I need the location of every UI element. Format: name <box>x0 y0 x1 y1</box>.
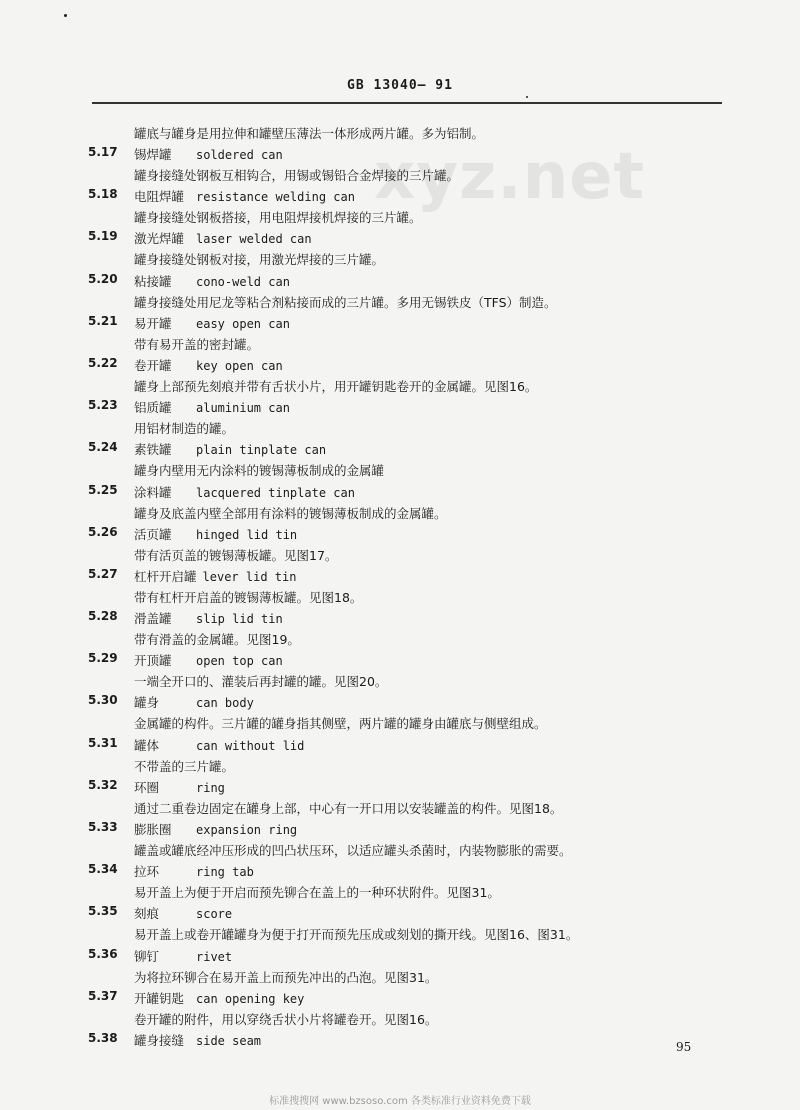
term-entry <box>0 525 800 567</box>
term-entry <box>0 947 800 989</box>
term-heading <box>134 989 304 1007</box>
term-heading <box>134 229 312 247</box>
term-heading <box>134 440 326 458</box>
term-heading <box>134 398 290 416</box>
term-entry <box>0 314 800 356</box>
term-definition: 通过二重卷边固定在罐身上部，中心有一开口用以安装罐盖的构件。见图18。 <box>134 800 563 816</box>
term-heading <box>134 651 283 669</box>
term-number: 5.22 <box>88 355 118 370</box>
term-chinese: 卷开罐 <box>134 357 172 373</box>
term-definition: 为将拉环铆合在易开盖上而预先冲出的凸泡。见图31。 <box>134 969 438 985</box>
term-definition: 罐身接缝处用尼龙等粘合剂粘接而成的三片罐。多用无锡铁皮（TFS）制造。 <box>134 294 557 310</box>
term-chinese: 粘接罐 <box>134 273 172 289</box>
term-english: cono-weld can <box>196 274 290 289</box>
scan-speck <box>64 14 67 17</box>
term-heading <box>134 778 225 796</box>
term-chinese: 罐体 <box>134 737 160 753</box>
term-number: 5.17 <box>88 145 118 159</box>
term-english: ring tab <box>196 865 254 880</box>
document-header: GB 13040— 91 <box>347 78 453 93</box>
term-entry <box>0 904 800 946</box>
term-number: 5.19 <box>88 229 118 244</box>
term-chinese: 刻痕 <box>134 906 160 922</box>
term-number: 5.20 <box>88 271 118 286</box>
term-number: 5.26 <box>88 524 118 539</box>
term-chinese: 罐身接缝 <box>134 1032 185 1048</box>
term-heading <box>134 145 283 163</box>
term-heading <box>134 567 296 585</box>
term-chinese: 开罐钥匙 <box>134 990 185 1006</box>
term-english: side seam <box>196 1033 262 1048</box>
term-definition: 罐身内壁用无内涂料的镀锡薄板制成的金属罐 <box>134 463 385 479</box>
term-chinese: 滑盖罐 <box>134 611 172 627</box>
term-entry <box>0 736 800 778</box>
term-number: 5.36 <box>88 946 118 961</box>
term-definition: 罐身及底盖内壁全部用有涂料的镀锡薄板制成的金属罐。 <box>134 505 447 521</box>
term-chinese: 铝质罐 <box>134 400 172 416</box>
term-chinese: 电阻焊罐 <box>134 189 185 205</box>
term-chinese: 膨胀圈 <box>134 822 172 837</box>
term-english: rivet <box>196 949 233 964</box>
term-heading <box>134 693 254 711</box>
term-number: 5.38 <box>88 1030 118 1045</box>
term-entry <box>0 989 800 1031</box>
term-chinese: 环圈 <box>134 779 160 795</box>
term-entry <box>0 483 800 525</box>
term-number: 5.21 <box>88 313 118 328</box>
scan-speck <box>526 96 528 98</box>
term-number: 5.37 <box>88 988 118 1003</box>
term-definition: 不带盖的三片罐。 <box>134 758 235 774</box>
term-heading <box>134 356 283 374</box>
term-entry <box>0 778 800 820</box>
term-chinese: 易开罐 <box>134 315 172 331</box>
term-definition: 罐身接缝处钢板搭接，用电阻焊接机焊接的三片罐。 <box>134 210 422 226</box>
term-chinese: 激光焊罐 <box>134 231 185 247</box>
term-number: 5.18 <box>88 187 118 202</box>
term-chinese: 铆钉 <box>134 948 160 964</box>
term-definition: 罐盖或罐底经冲压形成的凹凸状压环，以适应罐头杀菌时，内装物膨胀的需要。 <box>134 843 572 858</box>
term-english: slip lid tin <box>196 612 283 627</box>
term-heading <box>134 314 290 332</box>
term-number: 5.30 <box>88 693 118 708</box>
source-footer: 标准搜搜网 www.bzsoso.com 各类标准行业资料免费下载 <box>269 1096 531 1107</box>
term-number: 5.27 <box>88 566 118 581</box>
term-heading <box>134 1031 261 1049</box>
term-definition: 用铝材制造的罐。 <box>134 421 235 437</box>
term-definition: 卷开罐的附件，用以穿绕舌状小片将罐卷开。见图16。 <box>134 1011 438 1027</box>
term-english: soldered can <box>196 148 283 162</box>
term-heading <box>134 525 297 543</box>
term-entry <box>0 398 800 440</box>
term-english: hinged lid tin <box>196 527 298 542</box>
term-chinese: 杠杆开启罐 <box>134 568 197 584</box>
term-number: 5.29 <box>88 651 118 666</box>
term-chinese: 罐身 <box>134 695 160 711</box>
term-english: aluminium can <box>196 401 290 416</box>
term-entry <box>0 567 800 609</box>
term-heading <box>134 187 355 205</box>
term-definition: 带有杠杆开启盖的镀锡薄板罐。见图18。 <box>134 589 363 605</box>
term-heading <box>134 272 290 290</box>
term-english: lever lid tin <box>202 569 297 584</box>
term-definition: 金属罐的构件。三片罐的罐身指其侧壁，两片罐的罐身由罐底与侧壁组成。 <box>134 716 547 732</box>
term-entry <box>0 145 800 187</box>
term-heading <box>134 947 232 965</box>
term-entry <box>0 229 800 271</box>
term-number: 5.32 <box>88 777 118 792</box>
term-definition: 带有活页盖的镀锡薄板罐。见图17。 <box>134 547 338 563</box>
term-number: 5.25 <box>88 482 118 497</box>
term-number: 5.34 <box>88 862 118 877</box>
term-chinese: 拉环 <box>134 864 160 880</box>
term-chinese: 开顶罐 <box>134 653 172 669</box>
term-heading <box>134 904 232 922</box>
term-english: resistance welding can <box>196 190 355 205</box>
term-definition: 罐身接缝处钢板对接，用激光焊接的三片罐。 <box>134 252 385 268</box>
term-definition: 易开盖上为便于开启而预先铆合在盖上的一种环状附件。见图31。 <box>134 885 500 901</box>
term-english: ring <box>196 780 225 795</box>
term-english: score <box>196 907 233 922</box>
term-heading <box>134 862 254 880</box>
term-list <box>0 145 800 1073</box>
term-english: expansion ring <box>196 823 298 837</box>
term-english: open top can <box>196 654 283 669</box>
term-chinese: 涂料罐 <box>134 484 172 500</box>
site-watermark: xyz.net <box>374 140 646 214</box>
term-definition: 带有易开盖的密封罐。 <box>134 336 260 352</box>
term-entry <box>0 440 800 482</box>
term-entry <box>0 862 800 904</box>
term-english: easy open can <box>196 316 290 331</box>
term-number: 5.24 <box>88 440 118 455</box>
continued-definition: 罐底与罐身是用拉伸和罐壁压薄法一体形成两片罐。多为铝制。 <box>134 126 485 141</box>
term-number: 5.28 <box>88 609 118 624</box>
term-definition: 罐身上部预先刻痕并带有舌状小片，用开罐钥匙卷开的金属罐。见图16。 <box>134 378 538 394</box>
term-english: lacquered tinplate can <box>196 485 355 500</box>
term-chinese: 活页罐 <box>134 526 172 542</box>
term-english: can opening key <box>196 991 305 1006</box>
term-entry <box>0 272 800 314</box>
term-number: 5.31 <box>88 735 118 750</box>
term-chinese: 锡焊罐 <box>134 147 172 162</box>
term-entry <box>0 820 800 862</box>
term-entry <box>0 187 800 229</box>
term-number: 5.35 <box>88 904 118 919</box>
term-english: laser welded can <box>196 232 312 247</box>
header-rule <box>92 102 722 104</box>
term-definition: 罐身接缝处钢板互相钩合，用锡或锡铅合金焊接的三片罐。 <box>134 168 460 183</box>
term-entry <box>0 693 800 735</box>
term-heading <box>134 820 297 838</box>
term-english: can without lid <box>196 738 305 753</box>
term-english: plain tinplate can <box>196 443 327 458</box>
term-heading <box>134 483 355 501</box>
term-entry <box>0 651 800 693</box>
term-definition: 一端全开口的、灌装后再封罐的罐。见图20。 <box>134 674 388 690</box>
term-definition: 易开盖上或卷开罐罐身为便于打开而预先压成或刻划的撕开线。见图16、图31。 <box>134 927 579 943</box>
page-number: 95 <box>676 1040 692 1054</box>
term-english: key open can <box>196 358 283 373</box>
term-number: 5.23 <box>88 398 118 413</box>
term-number: 5.33 <box>88 820 118 834</box>
term-definition: 带有滑盖的金属罐。见图19。 <box>134 632 300 648</box>
term-english: can body <box>196 696 254 711</box>
term-heading <box>134 609 283 627</box>
term-entry <box>0 609 800 651</box>
term-heading <box>134 736 304 754</box>
term-chinese: 素铁罐 <box>134 442 172 458</box>
term-entry <box>0 356 800 398</box>
